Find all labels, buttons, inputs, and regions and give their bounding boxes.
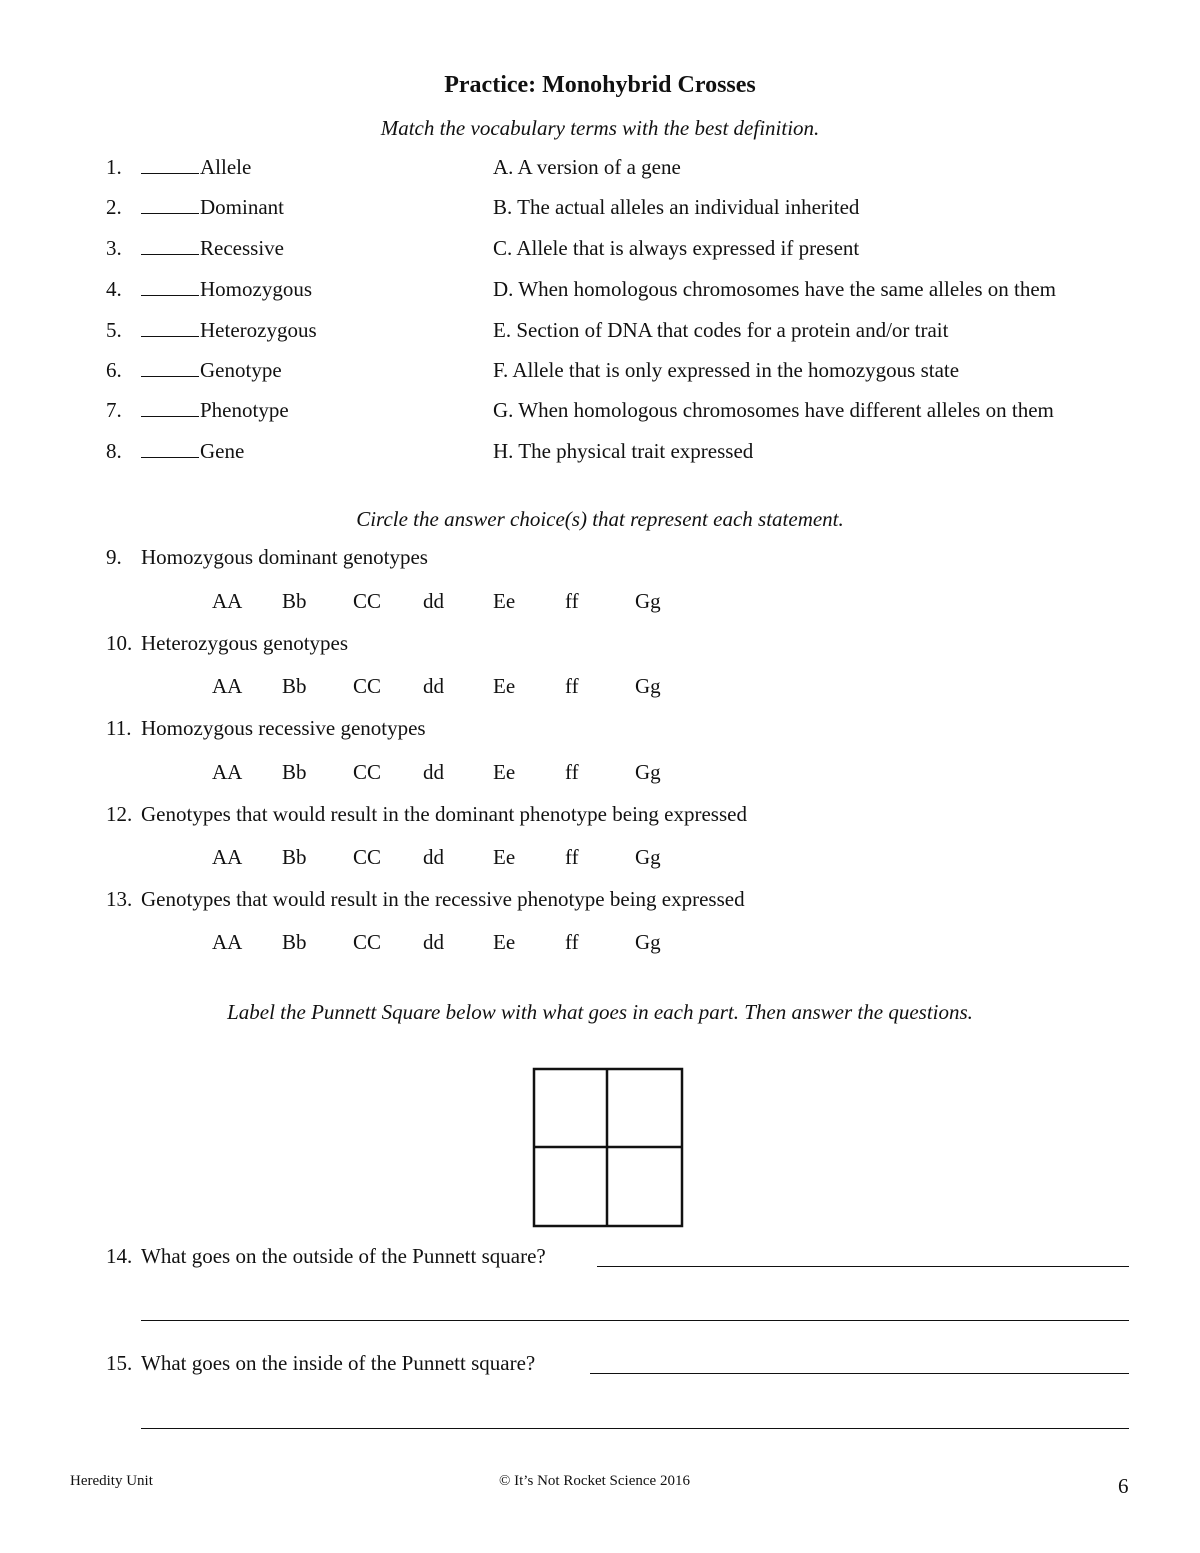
- term-row: [106, 155, 122, 180]
- question-number: 14.: [106, 1244, 133, 1268]
- term-number: 3.: [106, 236, 122, 260]
- answer-line[interactable]: [141, 1320, 1129, 1321]
- choice-aa[interactable]: AA: [212, 589, 243, 613]
- question-text: Genotypes that would result in the dominant phenotype being expressed: [141, 802, 747, 826]
- choice-cc[interactable]: CC: [353, 930, 382, 954]
- choice-ee[interactable]: Ee: [493, 589, 516, 613]
- question-number: 9.: [106, 545, 122, 569]
- question-text: What goes on the outside of the Punnett square?: [141, 1244, 546, 1268]
- choice-gg[interactable]: Gg: [635, 760, 661, 784]
- choice-aa[interactable]: AA: [212, 674, 243, 698]
- choice-ee[interactable]: Ee: [493, 760, 516, 784]
- choice-ff[interactable]: ff: [565, 589, 579, 613]
- choice-gg[interactable]: Gg: [635, 930, 661, 954]
- choice-cc[interactable]: CC: [353, 760, 382, 784]
- answer-blank[interactable]: [141, 398, 199, 417]
- choice-aa[interactable]: AA: [212, 760, 243, 784]
- term-item: [141, 439, 244, 464]
- punnett-instruction: Label the Punnett Square below with what goes in each part. Then answer the questions.: [227, 1000, 973, 1024]
- term-number: 7.: [106, 398, 122, 422]
- question-number: 12.: [106, 802, 133, 826]
- answer-blank[interactable]: [141, 318, 199, 337]
- choice-aa[interactable]: AA: [212, 930, 243, 954]
- term-number: 5.: [106, 318, 122, 342]
- answer-blank[interactable]: [141, 358, 199, 377]
- term-item: [141, 358, 282, 383]
- choice-ee[interactable]: Ee: [493, 930, 516, 954]
- definition-item: B. The actual alleles an individual inherited: [493, 195, 860, 219]
- term-row: [106, 236, 122, 261]
- choice-cc[interactable]: CC: [353, 845, 382, 869]
- choice-ee[interactable]: Ee: [493, 674, 516, 698]
- page-number: 6: [1118, 1474, 1129, 1498]
- choice-bb[interactable]: Bb: [282, 674, 307, 698]
- page-title: Practice: Monohybrid Crosses: [444, 72, 756, 98]
- choice-bb[interactable]: Bb: [282, 589, 307, 613]
- term-number: 4.: [106, 277, 122, 301]
- definition-item: E. Section of DNA that codes for a protein and/or trait: [493, 318, 949, 342]
- term-item: [141, 195, 284, 220]
- choice-ff[interactable]: ff: [565, 760, 579, 784]
- footer-unit: Heredity Unit: [70, 1473, 153, 1489]
- question-text: Heterozygous genotypes: [141, 631, 349, 655]
- term-item: [141, 318, 317, 343]
- choice-gg[interactable]: Gg: [635, 674, 661, 698]
- term-label: Recessive: [200, 236, 284, 260]
- term-label: Allele: [200, 155, 252, 179]
- question-text: Homozygous dominant genotypes: [141, 545, 428, 569]
- choice-gg[interactable]: Gg: [635, 845, 661, 869]
- definition-item: D. When homologous chromosomes have the same alleles on them: [493, 277, 1056, 301]
- answer-blank[interactable]: [141, 195, 199, 214]
- choice-gg[interactable]: Gg: [635, 589, 661, 613]
- answer-line[interactable]: [141, 1428, 1129, 1429]
- term-row: [106, 398, 122, 423]
- term-number: 1.: [106, 155, 122, 179]
- choice-cc[interactable]: CC: [353, 589, 382, 613]
- answer-line[interactable]: [590, 1373, 1129, 1374]
- answer-blank[interactable]: [141, 155, 199, 174]
- term-row: [106, 358, 122, 383]
- answer-blank[interactable]: [141, 236, 199, 255]
- choice-ff[interactable]: ff: [565, 845, 579, 869]
- question-text: Genotypes that would result in the recessive phenotype being expressed: [141, 887, 745, 911]
- matching-instruction: Match the vocabulary terms with the best definition.: [380, 116, 820, 140]
- definition-item: A. A version of a gene: [493, 155, 681, 179]
- term-label: Phenotype: [200, 398, 289, 422]
- term-label: Dominant: [200, 195, 284, 219]
- question-number: 11.: [106, 716, 132, 740]
- choice-dd[interactable]: dd: [423, 674, 444, 698]
- term-item: [141, 277, 312, 302]
- choice-bb[interactable]: Bb: [282, 845, 307, 869]
- answer-blank[interactable]: [141, 439, 199, 458]
- term-row: [106, 195, 122, 220]
- term-item: [141, 398, 289, 423]
- term-number: 8.: [106, 439, 122, 463]
- question-text: Homozygous recessive genotypes: [141, 716, 426, 740]
- term-label: Genotype: [200, 358, 282, 382]
- term-number: 6.: [106, 358, 122, 382]
- question-number: 10.: [106, 631, 133, 655]
- choice-aa[interactable]: AA: [212, 845, 243, 869]
- choice-cc[interactable]: CC: [353, 674, 382, 698]
- term-label: Homozygous: [200, 277, 312, 301]
- answer-line[interactable]: [597, 1266, 1129, 1267]
- term-label: Gene: [200, 439, 245, 463]
- choice-ff[interactable]: ff: [565, 674, 579, 698]
- choice-dd[interactable]: dd: [423, 760, 444, 784]
- term-label: Heterozygous: [200, 318, 317, 342]
- choice-bb[interactable]: Bb: [282, 760, 307, 784]
- punnett-square[interactable]: [532, 1067, 684, 1229]
- choice-ee[interactable]: Ee: [493, 845, 516, 869]
- term-row: [106, 439, 122, 464]
- definition-item: G. When homologous chromosomes have different alleles on them: [493, 398, 1054, 422]
- definition-item: F. Allele that is only expressed in the homozygous state: [493, 358, 960, 382]
- choice-ff[interactable]: ff: [565, 930, 579, 954]
- choice-dd[interactable]: dd: [423, 589, 444, 613]
- question-number: 13.: [106, 887, 133, 911]
- choice-bb[interactable]: Bb: [282, 930, 307, 954]
- definition-item: H. The physical trait expressed: [493, 439, 754, 463]
- answer-blank[interactable]: [141, 277, 199, 296]
- term-row: [106, 277, 122, 302]
- term-item: [141, 155, 251, 180]
- footer-copyright: © It’s Not Rocket Science 2016: [499, 1473, 690, 1489]
- circle-instruction: Circle the answer choice(s) that represent each statement.: [356, 507, 844, 531]
- choice-dd[interactable]: dd: [423, 930, 444, 954]
- term-number: 2.: [106, 195, 122, 219]
- term-row: [106, 318, 122, 343]
- choice-dd[interactable]: dd: [423, 845, 444, 869]
- question-number: 15.: [106, 1351, 133, 1375]
- definition-item: C. Allele that is always expressed if present: [493, 236, 860, 260]
- question-text: What goes on the inside of the Punnett square?: [141, 1351, 536, 1375]
- term-item: [141, 236, 284, 261]
